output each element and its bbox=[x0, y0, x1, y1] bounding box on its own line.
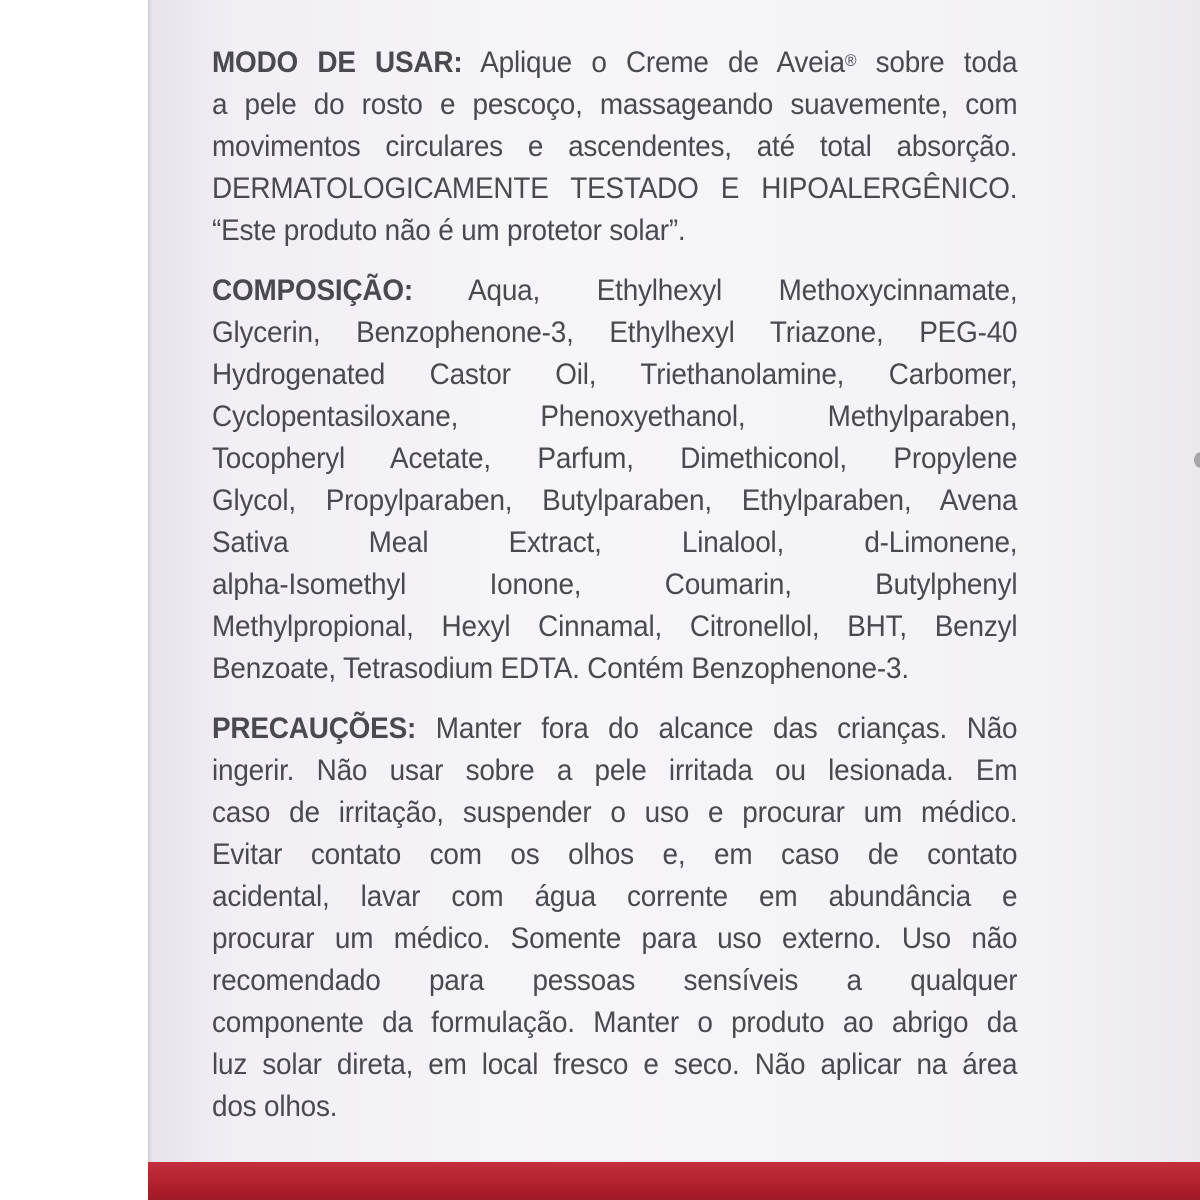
precautions-line: Evitar contato com os olhos e, em caso de contato bbox=[212, 838, 1018, 871]
precautions-line: componente da formulação. Manter o produto ao abrigo da bbox=[212, 1006, 1018, 1039]
precautions-line: recomendado para pessoas sensíveis a qualquer bbox=[212, 964, 1018, 997]
precautions-line: acidental, lavar com água corrente em abundância e bbox=[212, 880, 1018, 913]
composition-line-1: COMPOSIÇÃO: Aqua, Ethylhexyl Methoxycinnamate, bbox=[212, 274, 1018, 307]
label-text-block bbox=[212, 42, 1018, 1128]
composition-line: Glycerin, Benzophenone-3, Ethylhexyl Triazone, PEG-40 bbox=[212, 316, 1018, 349]
usage-line: “Este produto não é um protetor solar”. bbox=[212, 214, 686, 247]
composition-section bbox=[212, 270, 1017, 690]
usage-line: DERMATOLOGICAMENTE TESTADO E HIPOALERGÊNICO. bbox=[212, 172, 1018, 205]
precautions-line-1: PRECAUÇÕES: Manter fora do alcance das crianças. Não bbox=[212, 712, 1018, 745]
usage-line-1: MODO DE USAR: Aplique o Creme de Aveia® sobre toda bbox=[212, 46, 1018, 79]
usage-section bbox=[212, 42, 1017, 252]
registered-mark: ® bbox=[844, 51, 857, 70]
precautions-line: ingerir. Não usar sobre a pele irritada ou lesionada. Em bbox=[212, 754, 1018, 787]
composition-line: Methylpropional, Hexyl Cinnamal, Citronellol, BHT, Benzyl bbox=[212, 610, 1018, 643]
usage-heading: MODO DE USAR: bbox=[212, 46, 463, 79]
composition-line: Sativa Meal Extract, Linalool, d-Limonene, bbox=[212, 526, 1018, 559]
usage-line: a pele do rosto e pescoço, massageando suavemente, com bbox=[212, 88, 1018, 121]
precautions-section bbox=[212, 708, 1017, 1128]
composition-line: Cyclopentasiloxane, Phenoxyethanol, Methylparaben, bbox=[212, 400, 1018, 433]
usage-line: movimentos circulares e ascendentes, até total absorção. bbox=[212, 130, 1018, 163]
composition-line: Hydrogenated Castor Oil, Triethanolamine, Carbomer, bbox=[212, 358, 1018, 391]
composition-heading: COMPOSIÇÃO: bbox=[212, 274, 414, 307]
package-notch bbox=[1194, 452, 1200, 468]
precautions-line: procurar um médico. Somente para uso externo. Uso não bbox=[212, 922, 1018, 955]
composition-line: Benzoate, Tetrasodium EDTA. Contém Benzophenone-3. bbox=[212, 652, 909, 685]
precautions-line: caso de irritação, suspender o uso e procurar um médico. bbox=[212, 796, 1018, 829]
red-color-band bbox=[148, 1162, 1200, 1200]
composition-line: Tocopheryl Acetate, Parfum, Dimethiconol, Propylene bbox=[212, 442, 1018, 475]
precautions-line: luz solar direta, em local fresco e seco. Não aplicar na área bbox=[212, 1048, 1018, 1081]
precautions-line: dos olhos. bbox=[212, 1090, 338, 1123]
composition-line: Glycol, Propylparaben, Butylparaben, Ethylparaben, Avena bbox=[212, 484, 1018, 517]
precautions-heading: PRECAUÇÕES: bbox=[212, 712, 417, 745]
composition-line: alpha-Isomethyl Ionone, Coumarin, Butylphenyl bbox=[212, 568, 1018, 601]
